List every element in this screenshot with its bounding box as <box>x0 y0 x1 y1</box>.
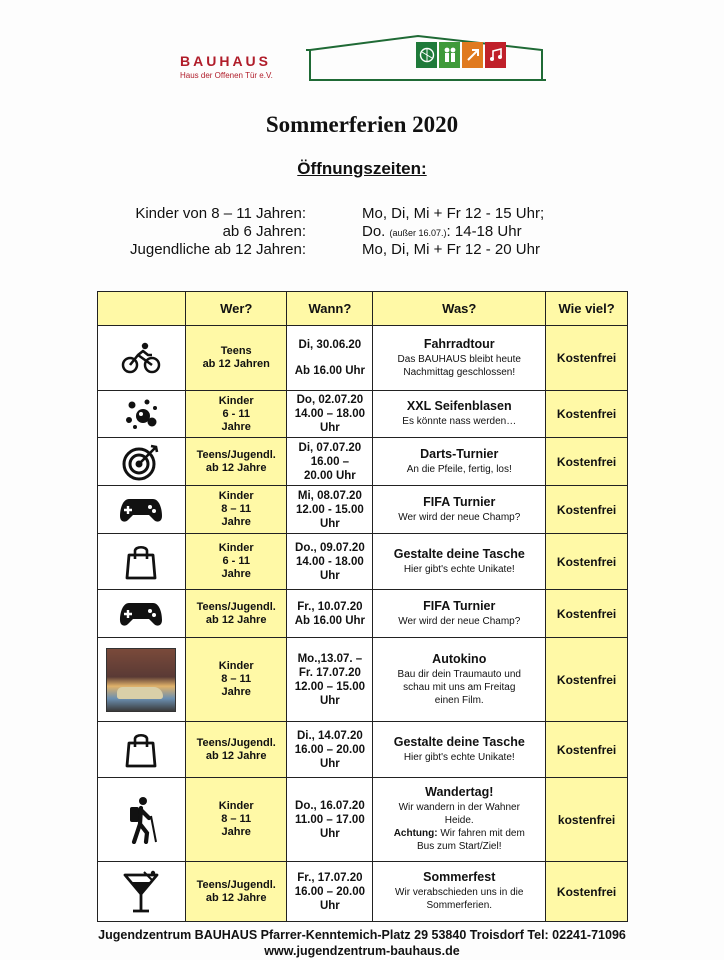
bag-icon <box>98 722 186 778</box>
cell-line: 12.00 – 15.00 <box>294 680 366 693</box>
cell-line: einen Film. <box>434 694 484 706</box>
date-cell <box>287 778 373 862</box>
page-title: Sommerferien 2020 <box>265 112 459 137</box>
hours-row <box>118 241 618 259</box>
table-row <box>98 391 628 438</box>
cell-line: 8 – 11 <box>221 503 252 515</box>
cell-line: Bus zum Start/Ziel! <box>417 841 502 852</box>
header-was: Was? <box>373 292 546 326</box>
activity-title: Fahrradtour <box>423 336 495 351</box>
cell-line: Fr. 17.07.20 <box>298 666 361 679</box>
cell-line: schau mit uns am Freitag <box>403 681 516 693</box>
logo-tiles <box>416 42 506 68</box>
table-row <box>98 862 628 922</box>
footer-website: www.jugendzentrum-bauhaus.de <box>264 944 460 958</box>
audience-cell <box>185 862 286 922</box>
price-cell: Kostenfrei <box>546 638 628 722</box>
activity-cell <box>373 638 546 722</box>
cell-line: Kinder <box>218 394 254 407</box>
date-cell <box>287 862 373 922</box>
cell-spacer <box>287 352 372 364</box>
cell-line: Uhr <box>319 422 340 434</box>
table-header-row <box>98 292 628 326</box>
cell-line: Jahre <box>221 516 251 528</box>
cell-line: 8 – 11 <box>221 813 252 825</box>
cell-line: Wir wandern in der Wahner <box>398 802 520 813</box>
cell-line: An die Pfeile, fertig, los! <box>406 463 512 475</box>
hiker-icon <box>98 778 186 862</box>
audience-cell <box>185 391 286 438</box>
activity-cell <box>373 391 546 438</box>
cell-line: Uhr <box>319 694 340 707</box>
price-cell: Kostenfrei <box>546 326 628 391</box>
cell-line: Teens/Jugendl. <box>196 600 276 613</box>
activity-title: FIFA Turnier <box>423 494 496 509</box>
hours-value: Mo, Di, Mi + Fr 12 - 15 Uhr; <box>362 205 545 222</box>
price-cell: Kostenfrei <box>546 590 628 638</box>
cell-line: Sommerferien. <box>426 900 493 911</box>
cell-line: Mi, 08.07.20 <box>297 489 362 502</box>
table-row <box>98 438 628 486</box>
table-row <box>98 486 628 534</box>
activity-description <box>373 511 545 524</box>
gamepad-icon <box>98 486 186 534</box>
cocktail-icon <box>98 862 186 922</box>
activity-title: Gestalte deine Tasche <box>393 546 525 561</box>
activity-title: Darts-Turnier <box>420 446 499 461</box>
header-wann: Wann? <box>287 292 373 326</box>
activity-cell <box>373 534 546 590</box>
note-text: Wir fahren mit dem <box>437 828 525 839</box>
table-body <box>98 326 628 922</box>
cell-line: ab 12 Jahre <box>205 613 267 626</box>
cell-line: 14.00 – 18.00 <box>294 408 366 420</box>
cell-line: Bau dir dein Traumauto und <box>397 668 521 680</box>
cell-line: 14.00 - 18.00 <box>295 555 364 568</box>
brand-subtitle: Haus der Offenen Tür e.V. <box>180 71 273 80</box>
date-cell <box>287 486 373 534</box>
activity-description <box>373 886 545 912</box>
cell-line: 16.00 – 20.00 <box>294 885 366 898</box>
cell-line: Do, 02.07.20 <box>296 394 364 406</box>
hours-row <box>118 223 618 241</box>
activity-description <box>373 615 545 628</box>
activity-cell <box>373 438 546 486</box>
cell-line: Teens <box>220 345 252 357</box>
gamepad-icon <box>98 590 186 638</box>
cell-line: Es könnte nass werden… <box>402 416 517 427</box>
people-tile-icon <box>439 42 460 68</box>
price-cell: Kostenfrei <box>546 438 628 486</box>
cell-line: Das BAUHAUS bleibt heute <box>397 353 521 365</box>
cell-line: Jahre <box>221 826 251 838</box>
cell-line: Uhr <box>319 569 340 582</box>
hours-label: ab 6 Jahren: <box>222 223 306 240</box>
cell-line: Wer wird der neue Champ? <box>398 511 521 523</box>
cell-line: Wir verabschieden uns in die <box>395 887 524 898</box>
cell-line: Mo.,13.07. – <box>297 652 363 665</box>
schedule-table <box>97 291 628 922</box>
table-row <box>98 778 628 862</box>
cell-line: Hier gibt's echte Unikate! <box>403 563 515 575</box>
cell-line: Heide. <box>444 815 474 826</box>
opening-hours <box>118 205 618 259</box>
hours-value: Mo, Di, Mi + Fr 12 - 20 Uhr <box>362 241 540 258</box>
table-row <box>98 534 628 590</box>
hours-row <box>118 205 618 223</box>
cell-line: Teens/Jugendl. <box>196 736 276 749</box>
cell-line: Jahre <box>221 686 251 698</box>
opening-hours-heading: Öffnungszeiten: <box>297 159 427 178</box>
cell-line: Jahre <box>221 420 251 433</box>
table-row <box>98 638 628 722</box>
table-row <box>98 326 628 391</box>
cell-line: Uhr <box>319 517 340 530</box>
activity-cell <box>373 778 546 862</box>
cell-line: 20.00 Uhr <box>303 469 356 482</box>
cell-line: Uhr <box>319 827 340 840</box>
header-wer: Wer? <box>185 292 286 326</box>
cell-line: Kinder <box>218 542 254 554</box>
activity-description <box>373 801 545 827</box>
hours-time: : 14-18 Uhr <box>446 223 522 240</box>
cyclist-icon <box>98 326 186 391</box>
cell-line: Uhr <box>319 757 340 770</box>
price-cell: Kostenfrei <box>546 722 628 778</box>
cell-line: Do., 09.07.20 <box>295 541 365 554</box>
cell-line: 16.00 – 20.00 <box>294 743 366 756</box>
audience-cell <box>185 438 286 486</box>
cell-line: Di., 14.07.20 <box>296 729 363 742</box>
activity-description <box>373 751 545 764</box>
activity-note <box>373 827 545 840</box>
cell-line: Nachmittag geschlossen! <box>403 366 516 378</box>
note-label: Achtung: <box>393 828 438 839</box>
activity-title: FIFA Turnier <box>423 598 496 613</box>
cell-line: Fr., 10.07.20 <box>297 600 363 613</box>
cell-line: Uhr <box>319 899 340 912</box>
activity-title: Autokino <box>432 651 487 666</box>
activity-cell <box>373 862 546 922</box>
cell-line: 6 - 11 <box>222 407 250 420</box>
cell-line: Di, 07.07.20 <box>298 441 362 454</box>
price-cell: Kostenfrei <box>546 486 628 534</box>
audience-cell <box>185 638 286 722</box>
cell-line: Kinder <box>218 490 254 502</box>
cell-line: Wer wird der neue Champ? <box>398 615 521 627</box>
activity-title: Sommerfest <box>423 870 496 884</box>
hours-value <box>362 223 522 242</box>
activity-description <box>373 463 545 476</box>
cell-line: Hier gibt's echte Unikate! <box>403 751 515 763</box>
date-cell <box>287 722 373 778</box>
activity-cell <box>373 326 546 391</box>
date-cell <box>287 391 373 438</box>
bauhaus-logo <box>176 28 546 84</box>
ball-tile-icon <box>416 42 437 68</box>
cell-line: Ab 16.00 Uhr <box>294 365 366 377</box>
price-cell: Kostenfrei <box>546 862 628 922</box>
cell-line: ab 12 Jahre <box>205 891 267 904</box>
cell-line: 12.00 - 15.00 <box>295 503 364 516</box>
cell-line: Ab 16.00 Uhr <box>294 614 366 627</box>
dartboard-icon <box>98 438 186 486</box>
cell-line: Teens/Jugendl. <box>196 878 276 891</box>
activity-description <box>373 415 545 428</box>
date-cell <box>287 638 373 722</box>
activity-title: XXL Seifenblasen <box>406 399 512 413</box>
audience-cell <box>185 590 286 638</box>
bubbles-icon <box>98 391 186 438</box>
activity-title: Gestalte deine Tasche <box>393 734 525 749</box>
price-cell: Kostenfrei <box>546 534 628 590</box>
audience-cell <box>185 486 286 534</box>
cell-line: Kinder <box>218 800 254 812</box>
hours-label: Kinder von 8 – 11 Jahren: <box>135 205 306 222</box>
cell-line: Di, 30.06.20 <box>298 339 362 351</box>
cell-line: ab 12 Jahren <box>202 358 270 370</box>
footer-address: Jugendzentrum BAUHAUS Pfarrer-Kenntemich-Platz 29 53840 Troisdorf Tel: 02241-71096 <box>98 928 626 942</box>
audience-cell <box>185 534 286 590</box>
date-cell <box>287 438 373 486</box>
cell-line: 11.00 – 17.00 <box>295 813 365 826</box>
cell-line: Do., 16.07.20 <box>295 799 365 812</box>
price-cell: kostenfrei <box>546 778 628 862</box>
activity-description <box>373 563 545 576</box>
cell-line: ab 12 Jahre <box>205 749 267 762</box>
price-cell: Kostenfrei <box>546 391 628 438</box>
date-cell <box>287 326 373 391</box>
date-cell <box>287 534 373 590</box>
table-row <box>98 722 628 778</box>
activity-description <box>373 840 545 853</box>
cell-line: 8 – 11 <box>221 673 252 685</box>
cell-line: ab 12 Jahre <box>205 461 267 474</box>
arrow-tile-icon <box>462 42 483 68</box>
brand-name: BAUHAUS <box>180 53 271 69</box>
date-cell <box>287 590 373 638</box>
activity-cell <box>373 722 546 778</box>
activity-description <box>373 668 545 707</box>
table-row <box>98 590 628 638</box>
autokino-poster-icon <box>98 638 186 722</box>
cell-line: 6 - 11 <box>222 555 250 567</box>
audience-cell <box>185 778 286 862</box>
activity-title: Wandertag! <box>425 785 494 799</box>
cell-line: 16.00 – <box>310 455 350 468</box>
audience-cell <box>185 326 286 391</box>
activity-cell <box>373 486 546 534</box>
header-icon-cell <box>98 292 186 326</box>
activity-cell <box>373 590 546 638</box>
header-wie: Wie viel? <box>546 292 628 326</box>
music-tile-icon <box>485 42 506 68</box>
hours-note: (außer 16.07.) <box>389 228 447 238</box>
bag-icon <box>98 534 186 590</box>
activity-description <box>373 353 545 379</box>
cell-line: Teens/Jugendl. <box>196 448 276 461</box>
cell-line: Jahre <box>221 568 251 580</box>
hours-label: Jugendliche ab 12 Jahren: <box>130 241 306 258</box>
audience-cell <box>185 722 286 778</box>
hours-day: Do. <box>362 223 386 240</box>
cell-line: Fr., 17.07.20 <box>297 871 363 884</box>
cell-line: Kinder <box>218 660 254 672</box>
